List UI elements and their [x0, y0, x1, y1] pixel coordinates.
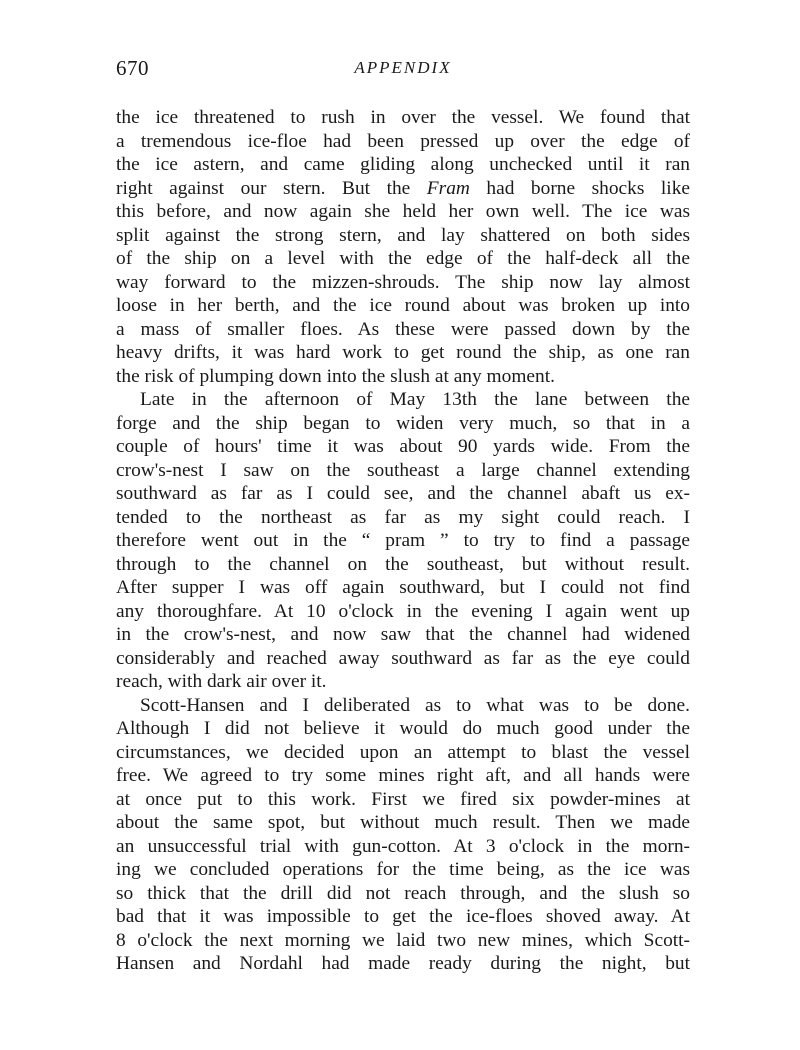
- text-line: forge and the ship began to widen very much, so that in a: [116, 412, 690, 434]
- text-line: so thick that the drill did not reach through, and the slush so: [116, 882, 690, 904]
- paragraph-first-line: Scott-Hansen and I deliberated as to what was to be done.: [140, 694, 690, 716]
- text-line: split against the strong stern, and lay shattered on both sides: [116, 224, 690, 246]
- text-line: reach, with dark air over it.: [116, 671, 327, 692]
- text-line: the ice threatened to rush in over the vessel. We found that: [116, 107, 690, 128]
- text-line: circumstances, we decided upon an attempt to blast the vessel: [116, 741, 690, 763]
- page-number: 670: [116, 56, 149, 80]
- text-line: Although I did not believe it would do much good under the: [116, 718, 690, 739]
- text-line: bad that it was impossible to get the ice-floes shoved away. At: [116, 906, 690, 927]
- text-line: the risk of plumping down into the slush at any moment.: [116, 365, 555, 387]
- text-line: After supper I was off again southward, but I could not find: [116, 577, 690, 598]
- text-line: ing we concluded operations for the time being, as the ice was: [116, 859, 690, 880]
- page-header: [116, 56, 690, 86]
- text-line: Hansen and Nordahl had made ready during the night, but: [116, 953, 690, 974]
- ship-name-fram: Fram: [426, 177, 470, 199]
- text-line: of the ship on a level with the edge of the half-deck all the: [116, 248, 690, 269]
- text-line: tended to the northeast as far as my sight could reach. I: [116, 506, 690, 528]
- text-line: loose in her berth, and the ice round about was broken up into: [116, 295, 690, 316]
- text-line: about the same spot, but without much result. Then we made: [116, 812, 690, 833]
- text-line: 8 o'clock the next morning we laid two new mines, which Scott-: [116, 929, 690, 951]
- body-text: [116, 106, 690, 976]
- text-line: therefore went out in the “ pram ” to try to find a passage: [116, 530, 690, 551]
- text-line: considerably and reached away southward as far as the eye could: [116, 647, 690, 669]
- text-line: the ice astern, and came gliding along unchecked until it ran: [116, 154, 690, 175]
- paragraph-first-line: Late in the afternoon of May 13th the lane between the: [140, 389, 690, 410]
- text-line: this before, and now again she held her own well. The ice was: [116, 201, 690, 222]
- text-line: free. We agreed to try some mines right aft, and all hands were: [116, 765, 690, 786]
- text-line: a tremendous ice-floe had been pressed up over the edge of: [116, 130, 690, 152]
- text-line: a mass of smaller floes. As these were passed down by the: [116, 318, 690, 340]
- text-line: heavy drifts, it was hard work to get round the ship, as one ran: [116, 342, 690, 363]
- text-line: any thoroughfare. At 10 o'clock in the evening I again went up: [116, 600, 690, 622]
- text-line: right against our stern. But the Fram had borne shocks like: [116, 177, 690, 199]
- text-line: an unsuccessful trial with gun-cotton. At 3 o'clock in the morn-: [116, 835, 690, 857]
- text-line: southward as far as I could see, and the channel abaft us ex-: [116, 483, 690, 504]
- text-line: way forward to the mizzen-shrouds. The ship now lay almost: [116, 271, 690, 293]
- text-line: crow's-nest I saw on the southeast a large channel extending: [116, 459, 690, 481]
- text-line: in the crow's-nest, and now saw that the channel had widened: [116, 624, 690, 645]
- text-line: at once put to this work. First we fired six powder-mines at: [116, 788, 690, 810]
- text-line: couple of hours' time it was about 90 yards wide. From the: [116, 436, 690, 457]
- running-head: APPENDIX: [354, 58, 452, 77]
- text-line: through to the channel on the southeast, but without result.: [116, 553, 690, 575]
